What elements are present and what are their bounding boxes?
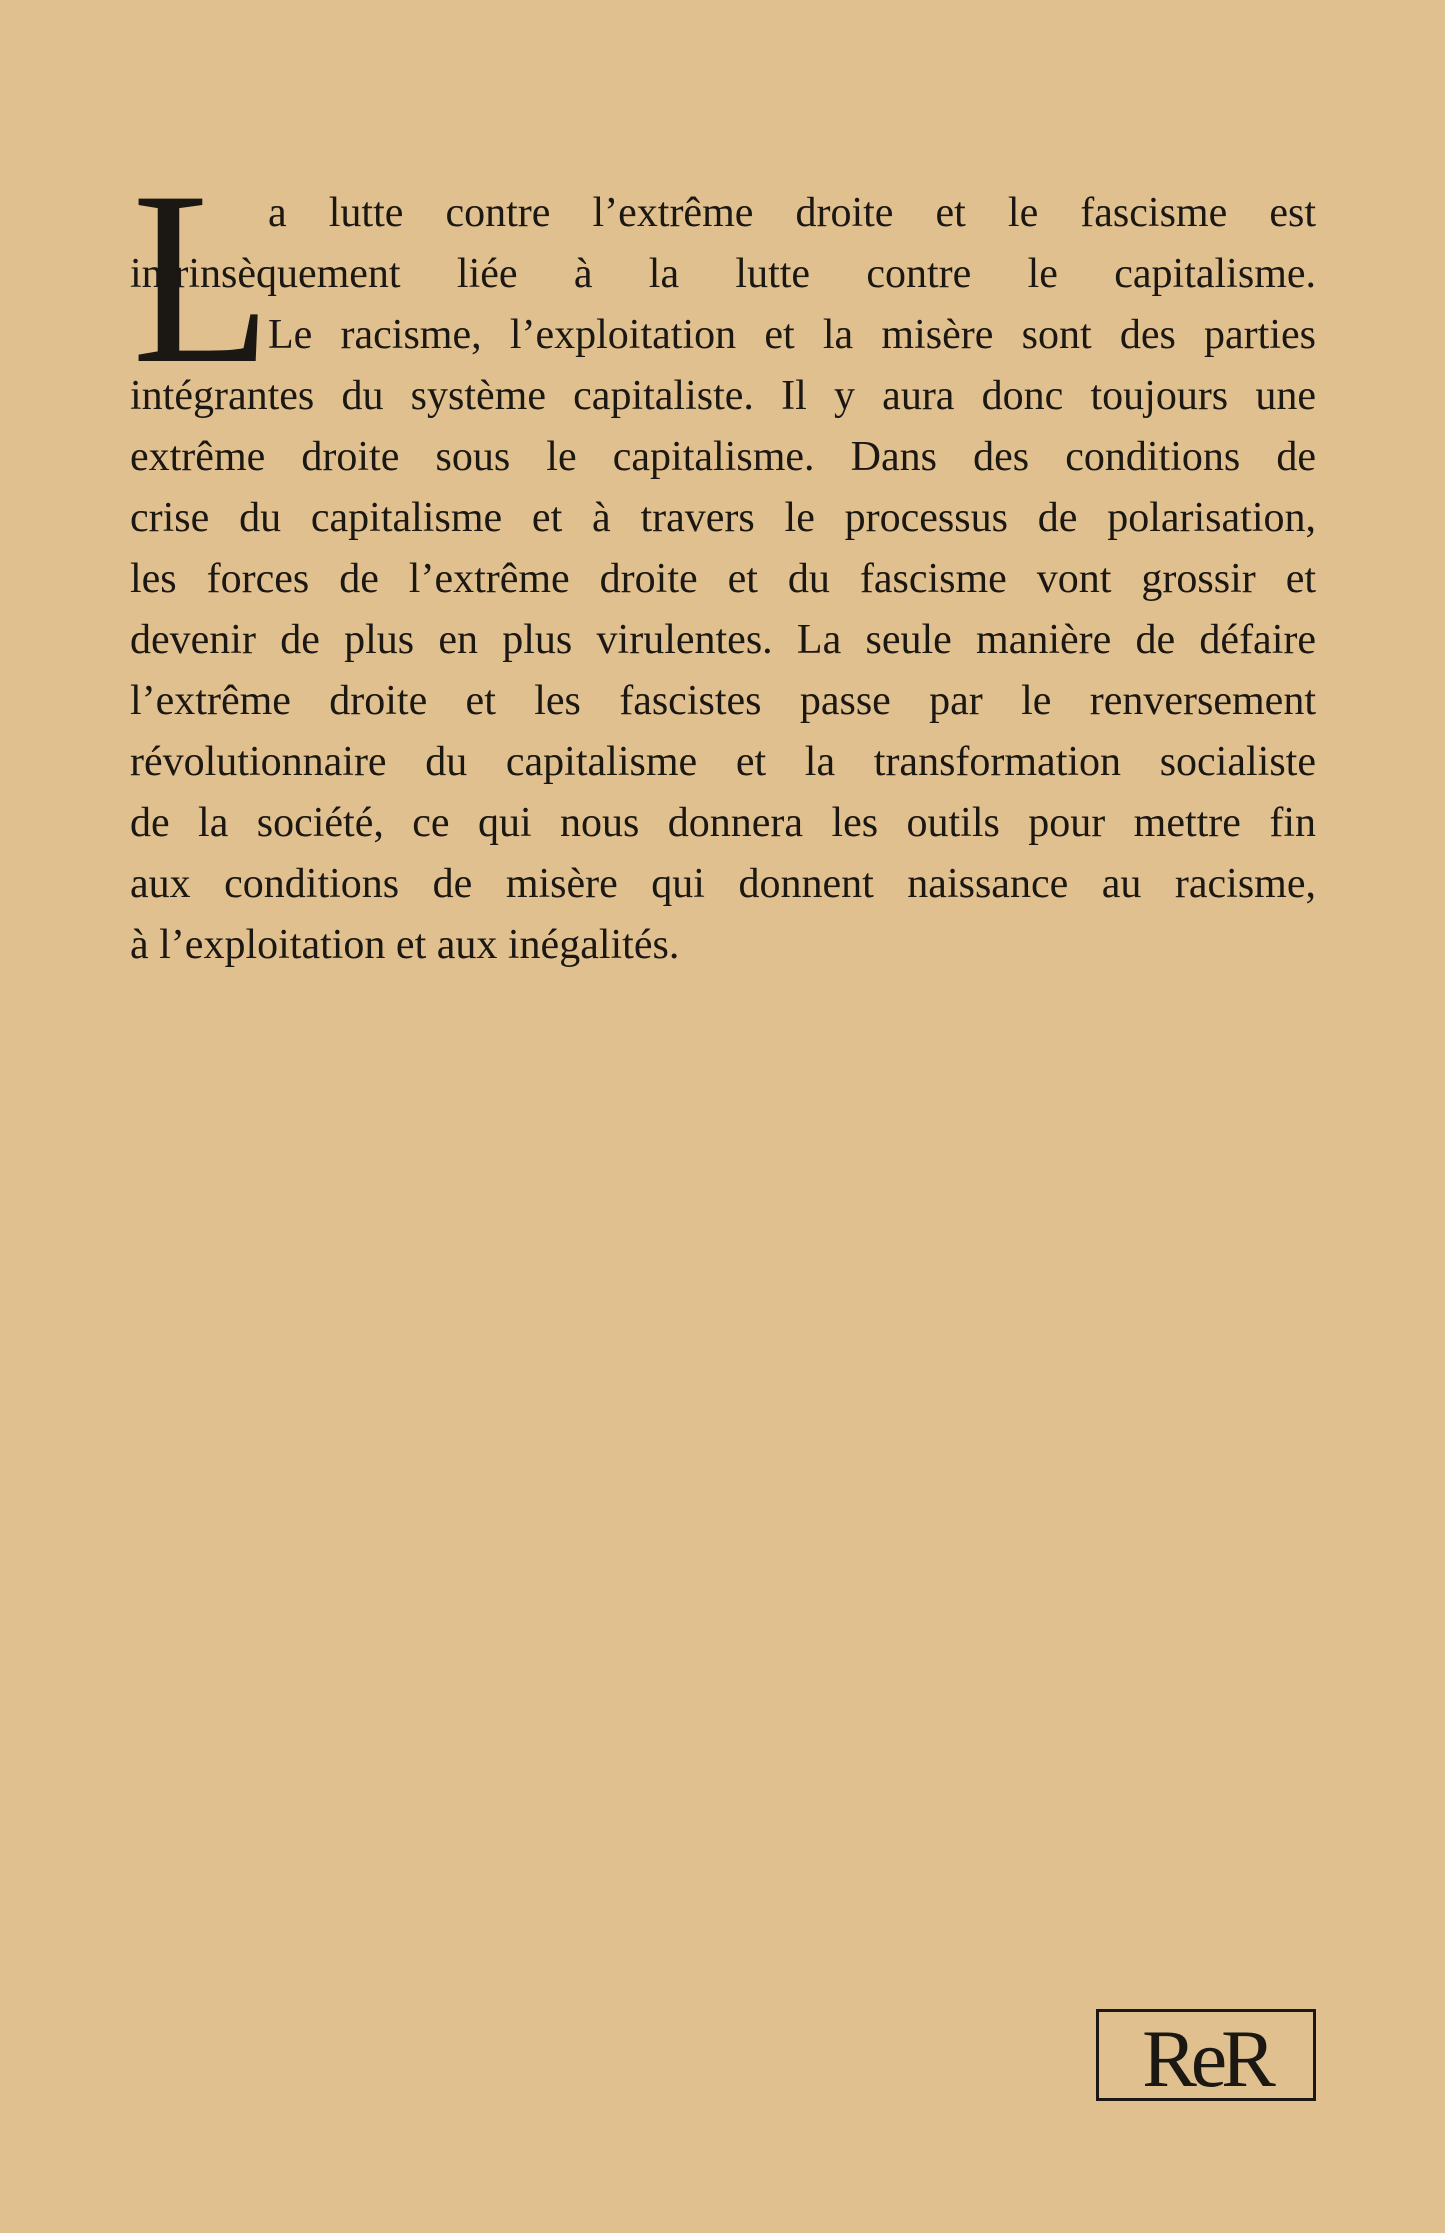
blurb-line: a lutte contre l’extrême droite et le fascisme est bbox=[268, 190, 1316, 236]
blurb-line: aux conditions de misère qui donnent naissance au racisme, bbox=[130, 861, 1316, 907]
blurb-line: intégrantes du système capitaliste. Il y aura donc toujours une bbox=[130, 373, 1316, 419]
publisher-logo-text: ReR bbox=[1142, 2013, 1270, 2104]
blurb-line: de la société, ce qui nous donnera les outils pour mettre fin bbox=[130, 800, 1316, 846]
publisher-logo bbox=[1096, 2009, 1316, 2104]
blurb-line: crise du capitalisme et à travers le processus de polarisation, bbox=[130, 495, 1316, 541]
blurb-line: l’extrême droite et les fascistes passe par le renversement bbox=[130, 678, 1316, 724]
blurb-line: devenir de plus en plus virulentes. La seule manière de défaire bbox=[130, 617, 1316, 663]
blurb-line: intrinsèquement liée à la lutte contre le capitalisme. bbox=[130, 251, 1316, 297]
blurb-line-last: à l’exploitation et aux inégalités. bbox=[130, 922, 680, 968]
blurb-line: extrême droite sous le capitalisme. Dans des conditions de bbox=[130, 434, 1316, 480]
blurb-line: les forces de l’extrême droite et du fascisme vont grossir et bbox=[130, 556, 1316, 602]
blurb-line: Le racisme, l’exploitation et la misère sont des parties bbox=[268, 312, 1316, 358]
blurb-line: révolutionnaire du capitalisme et la transformation socialiste bbox=[130, 739, 1316, 785]
drop-cap-letter: L bbox=[132, 140, 272, 415]
